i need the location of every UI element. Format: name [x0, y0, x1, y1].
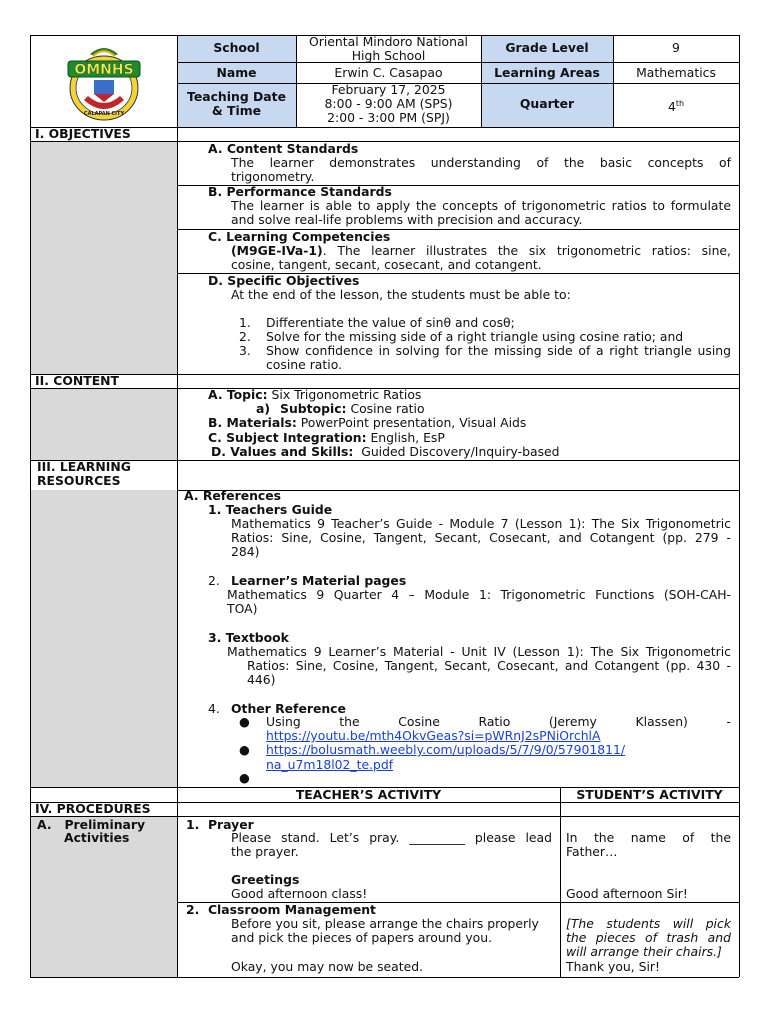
classroom-response-1: [The students will pick	[566, 916, 731, 931]
subtopic-marker: a)	[256, 401, 271, 416]
objective-number-2: 2.	[239, 329, 251, 344]
side-fill-objectives	[30, 141, 177, 374]
school-name-line1: Oriental Mindoro National	[308, 34, 468, 49]
teaching-time-2: 2:00 - 3:00 PM (SPJ)	[327, 110, 450, 125]
objective-3-line2: cosine ratio.	[266, 357, 342, 372]
competency-code: (M9GE-IVa-1)	[231, 243, 323, 258]
content-standards-line2: trigonometry.	[231, 169, 315, 184]
learning-areas-label: Learning Areas	[494, 65, 600, 80]
textbook-line1: Mathematics 9 Learner’s Material - Unit IV (Lesson 1): The Six Trigonometric	[227, 644, 731, 659]
objective-1: Differentiate the value of sinθ and cosθ;	[266, 315, 515, 330]
prayer-response-2: Father…	[566, 844, 618, 859]
prayer-line1: Please stand. Let’s pray. _________ please lead	[231, 830, 552, 845]
quarter-number: 4	[667, 99, 676, 115]
classroom-response-3: will arrange their chairs.]	[566, 944, 722, 959]
subtopic-value: Cosine ratio	[346, 401, 425, 416]
side-fill-content	[30, 388, 177, 460]
textbook-line3: 446)	[247, 672, 276, 687]
prayer-line2: the prayer.	[231, 844, 299, 859]
prayer-response-1: In the name of the	[566, 830, 731, 845]
teaching-time-1: 8:00 - 9:00 AM (SPS)	[324, 96, 453, 111]
teachers-guide-title: 1. Teachers Guide	[208, 502, 333, 517]
school-seal-icon	[60, 40, 148, 124]
teachers-guide-line1: Mathematics 9 Teacher’s Guide - Module 7 (Lesson 1): The Six Trigonometric	[231, 516, 731, 531]
materials-value: PowerPoint presentation, Visual Aids	[296, 415, 527, 430]
materials-label: B. Materials:	[208, 415, 297, 430]
grade-level-label: Grade Level	[505, 40, 589, 55]
quarter-suffix: th	[675, 99, 685, 108]
other-reference-number: 4.	[208, 701, 220, 716]
integration-label: C. Subject Integration:	[208, 430, 367, 445]
content-standards-title: A. Content Standards	[208, 141, 359, 156]
learning-competencies-line2: cosine, tangent, secant, cosecant, and cotangent.	[231, 257, 542, 272]
other-reference-title: Other Reference	[231, 701, 346, 716]
prayer-title: 1. Prayer	[186, 817, 254, 832]
textbook-title: 3. Textbook	[208, 630, 289, 645]
classroom-response-2: the pieces of trash and	[566, 930, 731, 945]
subtopic-label: Subtopic:	[280, 401, 347, 416]
classroom-response-4: Thank you, Sir!	[566, 959, 660, 974]
preliminary-activities-2: Activities	[64, 830, 130, 845]
bullet-3: ●	[239, 770, 250, 785]
classroom-management-line2: and pick the pieces of papers around you.	[231, 930, 493, 945]
objectives-heading: I. OBJECTIVES	[35, 126, 131, 141]
specific-objectives-title: D. Specific Objectives	[208, 273, 360, 288]
references-title: A. References	[184, 488, 282, 503]
teachers-guide-line3: 284)	[231, 544, 260, 559]
objective-number-1: 1.	[239, 315, 251, 330]
school-name-line2: High School	[351, 48, 426, 63]
performance-standards-line1: The learner is able to apply the concepts of trigonometric ratios to formulate	[231, 198, 731, 213]
bullet-1: ●	[239, 714, 250, 729]
quarter-value	[613, 97, 739, 115]
teacher-name: Erwin C. Casapao	[334, 65, 443, 80]
learners-material-line2: TOA)	[227, 601, 258, 616]
competency-text: . The learner illustrates the six trigonometric ratios: sine,	[322, 243, 731, 258]
procedures-heading: IV. PROCEDURES	[35, 801, 151, 816]
student-activity-header: STUDENT’S ACTIVITY	[576, 787, 723, 802]
teachers-guide-line2: Ratios: Sine, Cosine, Tangent, Secant, Cosecant, and Cotangent (pp. 279 -	[231, 530, 731, 545]
resources-heading-1: III. LEARNING	[37, 459, 131, 474]
svg-text:OMNHS: OMNHS	[74, 62, 134, 78]
learning-competencies-title: C. Learning Competencies	[208, 229, 391, 244]
other-reference-2-link-wrap-1	[266, 743, 625, 758]
side-fill-resources	[30, 490, 177, 787]
other-reference-2-link-wrap-2	[266, 758, 393, 773]
school-label: School	[213, 40, 260, 55]
quarter-label: Quarter	[519, 96, 575, 111]
learning-areas-value: Mathematics	[636, 65, 716, 80]
topic-label: A. Topic:	[208, 387, 268, 402]
objective-number-3: 3.	[239, 343, 251, 358]
specific-objectives-intro: At the end of the lesson, the students must be able to:	[231, 287, 571, 302]
grade-level-value: 9	[672, 40, 680, 55]
integration-value: English, EsP	[366, 430, 445, 445]
resources-heading-2: RESOURCES	[37, 473, 121, 488]
svg-text:CALAPAN CITY: CALAPAN CITY	[83, 111, 125, 117]
preliminary-activities-1: A. Preliminary	[37, 817, 146, 832]
objective-2: Solve for the missing side of a right triangle using cosine ratio; and	[266, 329, 684, 344]
learners-material-title: Learner’s Material pages	[231, 573, 407, 588]
greetings-title: Greetings	[231, 872, 300, 887]
school-logo	[60, 40, 148, 124]
learners-material-line1: Mathematics 9 Quarter 4 – Module 1: Trigonometric Functions (SOH-CAH-	[227, 587, 731, 602]
learners-material-number: 2.	[208, 573, 220, 588]
performance-standards-line2: and solve real-life problems with precision and accuracy.	[231, 212, 583, 227]
content-heading: II. CONTENT	[35, 373, 119, 388]
bullet-2: ●	[239, 742, 250, 757]
other-reference-1-text: Using the Cosine Ratio (Jeremy Klassen) -	[266, 714, 731, 729]
textbook-line2: Ratios: Sine, Cosine, Tangent, Secant, Cosecant, and Cotangent (pp. 430 -	[247, 658, 731, 673]
teaching-date-label-1: Teaching Date	[187, 89, 286, 104]
youtube-link[interactable]: https://youtu.be/mth4OkvGeas?si=pWRnJ2sPNiOrchlA	[266, 728, 601, 743]
teaching-date: February 17, 2025	[331, 82, 446, 97]
greetings-text: Good afternoon class!	[231, 886, 368, 901]
classroom-management-line1: Before you sit, please arrange the chairs properly	[231, 916, 539, 931]
teaching-date-label-2: & Time	[211, 103, 262, 118]
classroom-management-title: 2. Classroom Management	[186, 902, 376, 917]
classroom-management-line3: Okay, you may now be seated.	[231, 959, 424, 974]
teacher-activity-header: TEACHER’S ACTIVITY	[295, 787, 442, 802]
topic-value: Six Trigonometric Ratios	[267, 387, 422, 402]
name-label: Name	[216, 65, 257, 80]
values-line	[211, 445, 560, 460]
values-value: Guided Discovery/Inquiry-based	[353, 444, 560, 459]
greetings-response: Good afternoon Sir!	[566, 886, 688, 901]
bolusmath-link-line2[interactable]: na_u7m18l02_te.pdf	[266, 757, 394, 772]
values-label: D. Values and Skills:	[211, 444, 354, 459]
bolusmath-link-line1[interactable]: https://bolusmath.weebly.com/uploads/5/7/9/0/57901811/	[266, 742, 626, 757]
content-standards-line1: The learner demonstrates understanding of the basic concepts of	[231, 155, 731, 170]
objective-3-line1: Show confidence in solving for the missing side of a right triangle using	[266, 343, 731, 358]
performance-standards-title: B. Performance Standards	[208, 184, 392, 199]
materials-line	[208, 416, 526, 431]
